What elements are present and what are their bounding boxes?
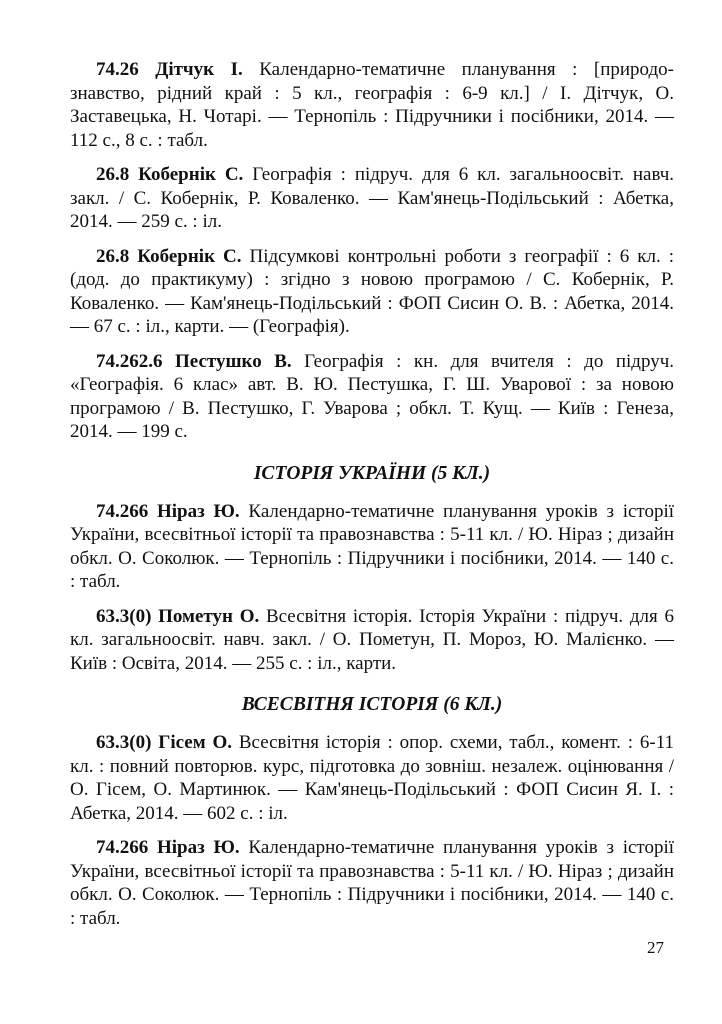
entry-author: Пометун О. [158,605,260,627]
bibliography-entry [70,163,674,234]
entry-text: Всесвітня історія. Історія України : підруч. для 6 кл. загальноосвіт. навч. закл. / О. Пометун, П. Мороз, Ю. Малієнко. — Київ : Освіта, 2014. — 255 с. : іл., карти. [70,605,674,674]
bibliography-entry [70,350,674,444]
entry-author: Кобернік С. [137,245,242,267]
section-heading: ІСТОРІЯ УКРАЇНИ (5 КЛ.) [253,462,491,484]
entry-text: Календарно-тематичне планування уроків з історії України, всесвітньої історії та правознавства : 5-11 кл. / Ю. Ніраз ; дизайн обкл. О. Соколюк. — Тернопіль : Підручники і посібники, 2014. — 140 с. : табл. [70,500,675,592]
page-number: 27 [647,938,664,957]
page-content [70,58,674,941]
section-heading: ВСЕСВІТНЯ ІСТОРІЯ (6 КЛ.) [241,694,503,715]
bibliography-entry [70,731,674,825]
bibliography-entry [70,836,674,930]
entry-author: Кобернік С. [138,164,244,185]
entry-code: 26.8 [96,164,130,185]
entry-code: 74.26 [96,59,139,80]
bibliography-entry [70,605,674,676]
entry-text: Підсумкові контрольні роботи з географії : 6 кл. : (дод. до практикуму) : згідно з новою програмою / С. Кобернік, Р. Коваленко. — Кам'янець-Подільський : ФОП Сисин О. В. : Абетка, 2014. — 67 с. : іл., карти. — (Географія). [70,245,675,337]
entry-author: Гісем О. [158,732,233,753]
entry-text: Географія : підруч. для 6 кл. загальноосвіт. навч. закл. / С. Кобернік, Р. Коваленко. — Кам'янець-Подільський : Абетка, 2014. — 259 с. : іл. [70,164,675,232]
entry-code: 26.8 [96,245,130,267]
entry-code: 63.3(0) [96,732,152,753]
bibliography-entry [70,245,674,339]
entry-code: 74.266 [96,500,149,522]
entry-code: 63.3(0) [96,605,152,627]
bibliography-entry [70,58,674,152]
bibliography-entry [70,500,674,594]
entry-text: Всесвітня історія : опор. схеми, табл., комент. : 6-11 кл. : повний повторюв. курс, підготовка до зовніш. незалеж. оцінювання / О. Гісем, О. Мартинюк. — Кам'янець-Подільський : ФОП Сисин Я. І. : Абетка, 2014. — 602 с. : іл. [70,732,675,824]
entry-code: 74.266 [96,837,149,858]
entry-text: Географія : кн. для вчителя : до підруч. «Географія. 6 клас» авт. В. Ю. Пестушка, Г. Ш. Уварової : за новою програмою / В. Пестушко, Г. Уварова ; обкл. Т. Кущ. — Київ : Генеза, 2014. — 199 с. [70,350,674,442]
entry-author: Ніраз Ю. [157,837,240,858]
entry-text: Календарно-тематичне планування уроків з історії України, всесвітньої історії та правознавства : 5-11 кл. / Ю. Ніраз ; дизайн обкл. О. Соколюк. — Тернопіль : Підручники і посібники, 2014. — 140 с. : табл. [70,837,675,929]
entry-author: Дітчук І. [155,59,243,80]
entry-author: Пестушко В. [175,350,292,372]
entry-text: Календарно-тематичне планування : [природо-знавство, рідний край : 5 кл., географія : 6-9 кл.] / І. Дітчук, О. Заставецька, Н. Чотарі. — Тернопіль : Підручники і посібники, 2014. — 112 с., 8 с. : табл. [70,59,675,151]
entry-code: 74.262.6 [96,350,163,372]
entry-author: Ніраз Ю. [157,500,240,522]
